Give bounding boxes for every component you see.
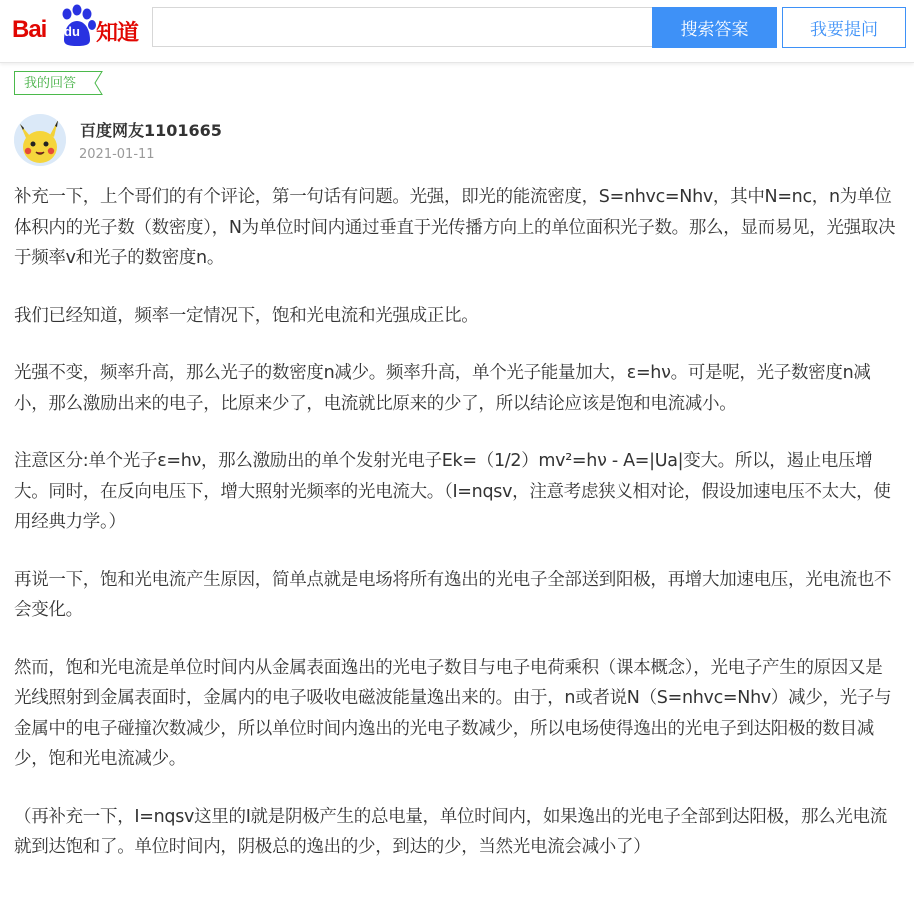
- answer-paragraph: 注意区分:单个光子ε=hν，那么激励出的单个发射光电子Ek=（1/2）mv²=hν - A=|Ua|变大。所以，遏止电压增大。同时，在反向电压下，增大照射光频率的光电流大。（I=nqsv，注意考虑狭义相对论，假设加速电压不太大，使用经典力学。）: [14, 451, 891, 532]
- logo-bai-text: Bai: [12, 16, 47, 43]
- answer-paragraph: （再补充一下，I=nqsv这里的I就是阴极产生的总电量，单位时间内，如果逸出的光电子全部到达阳极，那么光电流就到达饱和了。单位时间内，阴极总的逸出的少，到达的少，当然光电流会减小了）: [14, 806, 887, 857]
- logo-du-text: du: [64, 24, 80, 39]
- ask-question-button[interactable]: 我要提问: [782, 7, 906, 48]
- answer-date: 2021-01-11: [79, 147, 155, 162]
- search-input[interactable]: [152, 7, 652, 47]
- logo-zhidao-text: 知道: [96, 21, 139, 46]
- answer-paragraph: 再说一下，饱和光电流产生原因，简单点就是电场将所有逸出的光电子全部送到阳极，再增大加速电压，光电流也不会变化。: [14, 569, 892, 620]
- tag-notch-shape: [90, 71, 104, 95]
- answer-content: [14, 182, 899, 890]
- user-avatar[interactable]: [14, 114, 66, 166]
- my-answer-tag: 我的回答: [14, 71, 90, 95]
- answer-paragraph: 然而，饱和光电流是单位时间内从金属表面逸出的光电子数目与电子电荷乘积（课本概念），光电子产生的原因又是光线照射到金属表面时，金属内的电子吸收电磁波能量逸出来的。由于，n或者说N（S=nhvc=Nhv）减少，光子与金属中的电子碰撞次数减少，所以单位时间内逸出的光电子数减少，所以电场使得逸出的光电子到达阳极的数目减少，饱和光电流减少。: [14, 657, 892, 769]
- baidu-zhidao-logo[interactable]: [12, 4, 142, 52]
- answer-paragraph: 我们已经知道，频率一定情况下，饱和光电流和光强成正比。: [14, 305, 479, 326]
- answer-paragraph: 补充一下，上个哥们的有个评论，第一句话有问题。光强，即光的能流密度，S=nhvc=Nhv，其中N=nc，n为单位体积内的光子数（数密度），N为单位时间内通过垂直于光传播方向上的单位面积光子数。那么，显而易见，光强取决于频率v和光子的数密度n。: [14, 187, 896, 268]
- top-header: [0, 0, 914, 63]
- pikachu-avatar-image: [14, 114, 66, 166]
- search-answer-button[interactable]: 搜索答案: [652, 7, 777, 48]
- author-name[interactable]: 百度网友1101665: [80, 121, 222, 140]
- answer-paragraph: 光强不变，频率升高，那么光子的数密度n减少。频率升高，单个光子能量加大，ε=hν。可是呢，光子数密度n减小，那么激励出来的电子，比原来少了，电流就比原来的少了，所以结论应该是饱和电流减小。: [14, 363, 871, 414]
